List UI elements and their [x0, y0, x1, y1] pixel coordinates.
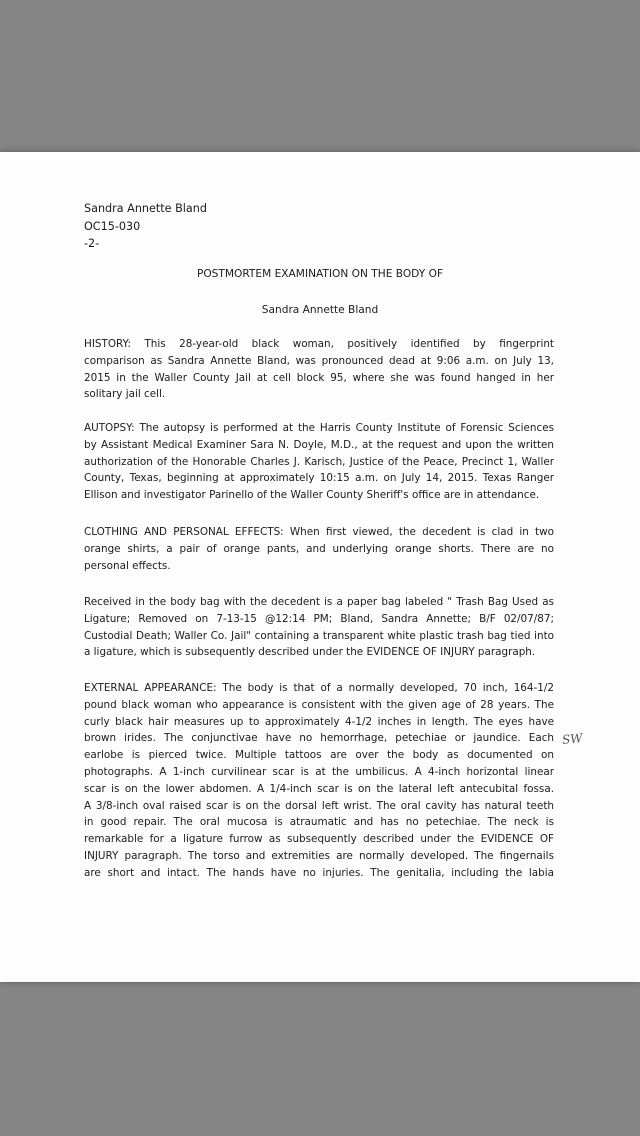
paragraph-line: in good repair. The oral mucosa is atraumatic and has no petechiae. The neck is: [84, 816, 554, 829]
paragraph-line: CLOTHING AND PERSONAL EFFECTS: When first viewed, the decedent is clad in two: [84, 526, 554, 538]
paragraph-line: Custodial Death; Waller Co. Jail" containing a transparent white plastic trash bag tied into: [84, 629, 554, 642]
paragraph-line: HISTORY: This 28-year-old black woman, positively identified by fingerprint: [84, 338, 554, 350]
subject-name: Sandra Annette Bland: [261, 304, 379, 316]
paragraph-line: authorization of the Honorable Charles J. Karisch, Justice of the Peace, Precinct 1, Waller: [84, 455, 554, 468]
paragraph-line: pound black woman who appearance is consistent with the given age of 28 years. The: [84, 698, 554, 711]
history-paragraph: [84, 336, 554, 403]
paragraph-line: brown irides. The conjunctivae have no hemorrhage, petechiae or jaundice. Each: [84, 732, 554, 745]
paragraph-line: Received in the body bag with the decedent is a paper bag labeled " Trash Bag Used as: [84, 596, 554, 608]
document-title: POSTMORTEM EXAMINATION ON THE BODY OF: [196, 268, 444, 280]
autopsy-paragraph: [84, 420, 554, 504]
paragraph-line: by Assistant Medical Examiner Sara N. Doyle, M.D., at the request and upon the written: [84, 438, 554, 451]
paragraph-line: photographs. A 1-inch curvilinear scar is at the umbilicus. A 4-inch horizontal linear: [84, 765, 554, 778]
external-appearance-paragraph: [84, 680, 554, 882]
paragraph-line: EXTERNAL APPEARANCE: The body is that of a normally developed, 70 inch, 164-1/2: [84, 682, 554, 694]
paragraph-line: Ligature; Removed on 7-13-15 @12:14 PM; Bland, Sandra Annette; B/F 02/07/87;: [84, 612, 554, 625]
page-header: [84, 200, 207, 253]
paragraph-line: curly black hair measures up to approximately 4-1/2 inches in length. The eyes have: [84, 715, 554, 728]
header-name: Sandra Annette Bland: [84, 202, 207, 215]
clothing-paragraph: [84, 524, 554, 574]
paragraph-line: 2015 in the Waller County Jail at cell block 95, where she was found hanged in her: [84, 371, 554, 384]
page-marker: -2-: [84, 237, 100, 250]
received-paragraph: [84, 594, 554, 661]
paragraph-line: a ligature, which is subsequently described under the EVIDENCE OF INJURY paragraph.: [84, 646, 536, 659]
paragraph-line: County, Texas, beginning at approximately 10:15 a.m. on July 14, 2015. Texas Ranger: [84, 472, 554, 485]
document-page: [0, 152, 640, 982]
paragraph-line: scar is on the lower abdomen. A 1/4-inch scar is on the lateral left antecubital fossa.: [84, 782, 554, 795]
paragraph-line: A 3/8-inch oval raised scar is on the dorsal left wrist. The oral cavity has natural teeth: [84, 799, 554, 812]
paragraph-line: remarkable for a ligature furrow as subsequently described under the EVIDENCE OF: [84, 833, 554, 846]
paragraph-line: INJURY paragraph. The torso and extremities are normally developed. The fingernails: [84, 849, 554, 862]
paragraph-line: are short and intact. The hands have no injuries. The genitalia, including the labia: [84, 866, 554, 879]
paragraph-line: comparison as Sandra Annette Bland, was pronounced dead at 9:06 a.m. on July 13,: [84, 354, 554, 367]
paragraph-line: AUTOPSY: The autopsy is performed at the Harris County Institute of Forensic Sciences: [84, 422, 554, 434]
paragraph-line: orange shirts, a pair of orange pants, and underlying orange shorts. There are no: [84, 542, 554, 555]
paragraph-line: earlobe is pierced twice. Multiple tattoos are over the body as documented on: [84, 749, 554, 762]
paragraph-line: Ellison and investigator Parinello of the Waller County Sheriff's office are in attendance.: [84, 489, 540, 502]
paragraph-line: personal effects.: [84, 559, 171, 572]
paragraph-line: solitary jail cell.: [84, 388, 166, 401]
handwritten-initials: SW: [561, 730, 584, 748]
case-number: OC15-030: [84, 219, 141, 233]
